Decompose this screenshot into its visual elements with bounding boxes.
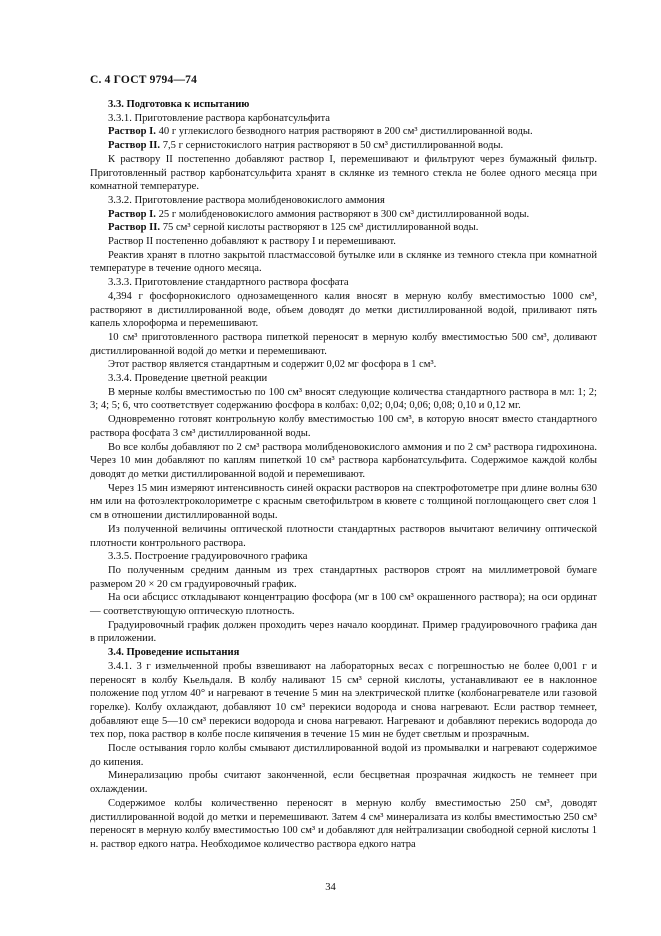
paragraph: 3.4.1. 3 г измельченной пробы взвешивают на лабораторных весах с погрешностью не более 0,001 г и переносят в колбу Кьельдаля. В колбу наливают 15 см³ серной кислоты, устанавливают ее в наклонное положение под углом 40° и нагревают в течение 5 мин на электрической плитке (колбонагревателе или газовой горелке). Колбу охлаждают, добавляют 10 см³ перекиси водорода и снова нагревают. Если раствор темнеет, добавляют еще 5—10 см³ перекиси водорода и снова нагревают. Нагревают и добавляют перекись водорода до тех пор, пока раствор в колбе после кипячения в течение 15 мин не будет светлым и прозрачным. — [90, 660, 597, 741]
section-heading-3-4: 3.4. Проведение испытания — [108, 647, 240, 659]
subsection-heading-3-3-2: 3.3.2. Приготовление раствора молибденовокислого аммония — [108, 194, 385, 206]
paragraph: Реактив хранят в плотно закрытой пластмассовой бутылке или в склянке из темного стекла при комнатной температуре в течение одного месяца. — [90, 249, 597, 275]
paragraph: Минерализацию пробы считают законченной, если бесцветная прозрачная жидкость не темнеет при охлаждении. — [90, 770, 597, 796]
solution-i-paragraph: Раствор I. 25 г молибденовокислого аммония растворяют в 300 см³ дистиллированной воды. — [108, 208, 530, 220]
solution-i-paragraph: Раствор I. 40 г углекислого безводного натрия растворяют в 200 см³ дистиллированной воды. — [108, 126, 533, 138]
paragraph: 10 см³ приготовленного раствора пипеткой переносят в мерную колбу вместимостью 500 см³, доливают дистиллированной водой до метки и перемешивают. — [90, 331, 597, 357]
page-header: С. 4 ГОСТ 9794—74 — [90, 74, 198, 86]
paragraph: После остывания горло колбы смывают дистиллированной водой из промывалки и нагревают содержимое до кипения. — [90, 743, 597, 768]
subsection-heading-3-3-1: 3.3.1. Приготовление раствора карбонатсульфита — [108, 112, 330, 124]
paragraph: В мерные колбы вместимостью по 100 см³ вносят следующие количества стандартного раствора в мл: 1; 2; 3; 4; 5; 6, что соответствует содержанию фосфора в колбах: 0,02; 0,04; 0,06; 0,08; 0,10 и 0,12 мг. — [90, 386, 597, 412]
paragraph: По полученным средним данным из трех стандартных растворов строят на миллиметровой бумаге размером 20 × 20 см градуировочный график. — [90, 564, 597, 590]
solution-ii-paragraph: Раствор II. 7,5 г сернистокислого натрия растворяют в 50 см³ дистиллированной воды. — [108, 140, 504, 152]
paragraph: Раствор II постепенно добавляют к раствору I и перемешивают. — [108, 236, 396, 248]
paragraph: Через 15 мин измеряют интенсивность синей окраски растворов на спектрофотометре при длине волны 630 нм или на фотоэлектроколориметре с красным светофильтром в кювете с толщиной поглощающего свет слоя 1 см в отношении дистиллированной воды. — [90, 482, 597, 522]
paragraph: 4,394 г фосфорнокислого однозамещенного калия вносят в мерную колбу вместимостью 1000 см³, растворяют в дистиллированной воде, объем доводят до метки дистиллированной водой, приливают пять капель хлороформа и перемешивают. — [90, 290, 597, 330]
paragraph: На оси абсцисс откладывают концентрацию фосфора (мг в 100 см³ окрашенного раствора); на оси ординат — соответствующую оптическую плотность. — [90, 592, 597, 618]
paragraph: Во все колбы добавляют по 2 см³ раствора молибденовокислого аммония и по 2 см³ раствора гидрохинона. Через 10 мин добавляют по каплям пипеткой 10 см³ раствора карбонатсульфита. Содержимое каждой колбы доводят до метки дистиллированной водой и перемешивают. — [90, 441, 597, 480]
document-body — [90, 98, 597, 852]
paragraph: Одновременно готовят контрольную колбу вместимостью 100 см³, в которую вносят вместо стандартного раствора фосфата 3 см³ дистиллированной воды. — [90, 414, 597, 439]
paragraph: Градуировочный график должен проходить через начало координат. Пример градуировочного графика дан в приложении. — [90, 619, 597, 645]
subsection-heading-3-3-5: 3.3.5. Построение градуировочного графика — [108, 551, 308, 563]
solution-ii-paragraph: Раствор II. 75 см³ серной кислоты растворяют в 125 см³ дистиллированной воды. — [108, 222, 479, 234]
subsection-heading-3-3-3: 3.3.3. Приготовление стандартного раствора фосфата — [108, 277, 349, 289]
section-heading-3-3: 3.3. Подготовка к испытанию — [108, 99, 250, 110]
paragraph: Содержимое колбы количественно переносят в мерную колбу вместимостью 250 см³, доводят дистиллированной водой до метки и перемешивают. Затем 4 см³ минерализата из колбы вместимостью 250 см³ переносят в мерную колбу вместимостью 100 см³ и добавляют для нейтрализации свободной серной кислоты 1 н. раствор едкого натра. Необходимое количество раствора едкого натра — [90, 797, 597, 850]
paragraph: Из полученной величины оптической плотности стандартных растворов вычитают величину оптической плотности контрольного раствора. — [90, 523, 597, 549]
page-number: 34 — [325, 882, 336, 893]
paragraph: Этот раствор является стандартным и содержит 0,02 мг фосфора в 1 см³. — [108, 359, 437, 371]
subsection-heading-3-3-4: 3.3.4. Проведение цветной реакции — [108, 373, 268, 385]
paragraph: К раствору II постепенно добавляют раствор I, перемешивают и фильтруют через бумажный фильтр. Приготовленный раствор карбонатсульфита хранят в склянке из темного стекла не более одного месяца при комнатной температуре. — [90, 153, 597, 193]
